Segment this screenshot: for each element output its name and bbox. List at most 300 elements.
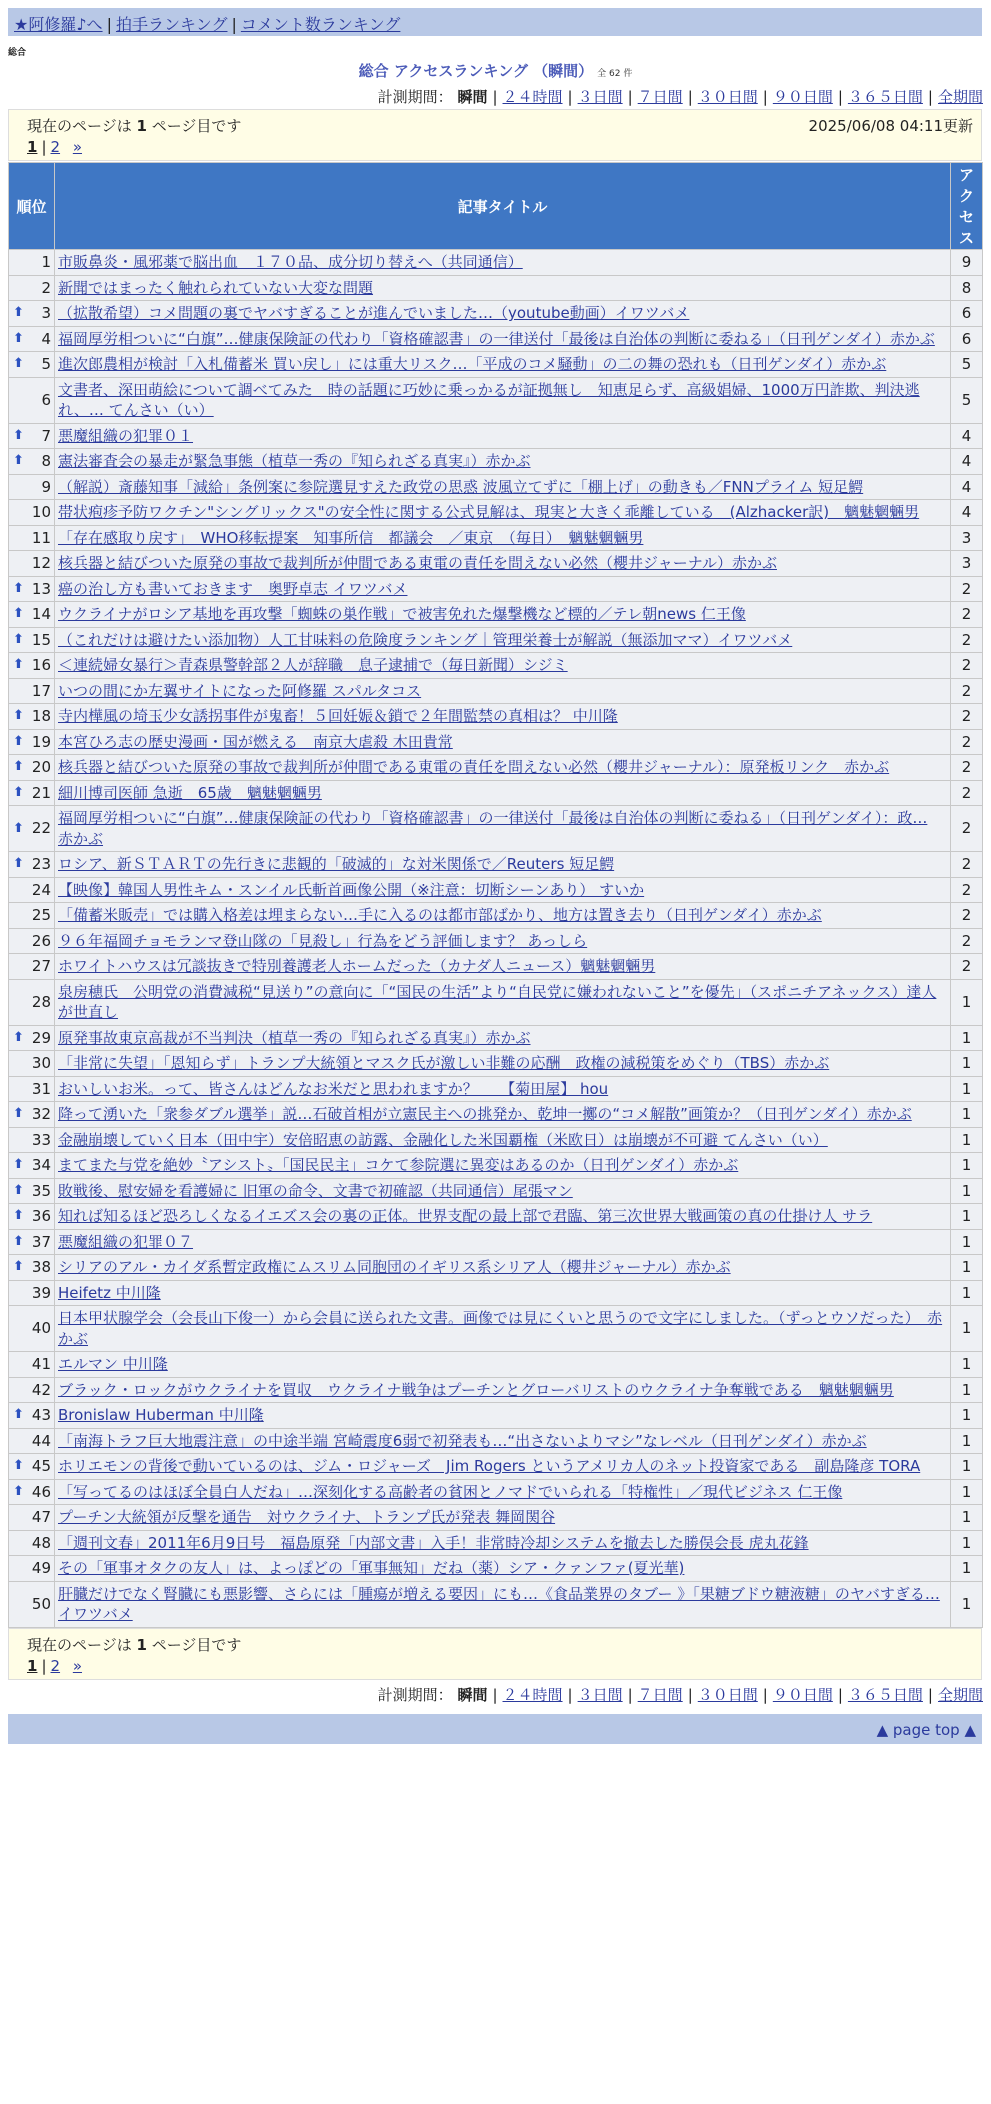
rank-number: 4 (41, 329, 51, 348)
article-title-link[interactable]: 日本甲状腺学会（会長山下俊一）から会員に送られた文書。画像では見にくいと思うので文字にしました。（ずっとウソだった） 赤かぶ (58, 1309, 943, 1348)
table-row (9, 1352, 983, 1378)
rank-number: 24 (31, 880, 51, 899)
title-cell (55, 1454, 951, 1480)
col-title-header: 記事タイトル (55, 163, 951, 250)
page-2-link[interactable]: 2 (50, 138, 61, 156)
title-cell (55, 1229, 951, 1255)
article-title-link[interactable]: 「備蓄米販売」では購入格差は埋まらない…手に入るのは都市部ばかり、地方は置き去り（日刊ゲンダイ）赤かぶ (58, 906, 822, 924)
rank-up-arrow-icon: ⬆ (13, 1483, 24, 1499)
access-count: 1 (951, 1479, 983, 1505)
rank-cell (9, 525, 55, 551)
access-count: 2 (951, 602, 983, 628)
access-count: 1 (951, 979, 983, 1025)
rank-up-arrow-icon: ⬆ (13, 1259, 24, 1275)
top-nav-bar: ★阿修羅♪へ | 拍手ランキング | コメント数ランキング (8, 8, 982, 36)
rank-up-arrow-icon: ⬆ (13, 1407, 24, 1423)
period-24h-link[interactable]: ２４時間 (502, 1686, 563, 1704)
access-count: 1 (951, 1229, 983, 1255)
table-row (9, 729, 983, 755)
rank-cell (9, 1479, 55, 1505)
title-cell (55, 729, 951, 755)
rank-up-arrow-icon: ⬆ (13, 784, 24, 800)
title-cell (55, 1153, 951, 1179)
period-90d-link[interactable]: ９０日間 (772, 88, 833, 106)
rank-number: 15 (31, 630, 51, 649)
rank-number: 11 (31, 528, 51, 547)
rank-cell (9, 928, 55, 954)
rank-number: 29 (31, 1028, 51, 1047)
article-title-link[interactable]: Bronislaw Huberman 中川隆 (58, 1406, 264, 1424)
table-row (9, 1377, 983, 1403)
col-rank-header: 順位 (9, 163, 55, 250)
article-title-link[interactable]: 福岡厚労相ついに“白旗”…健康保険証の代わり「資格確認書」の一律送付「最後は自治体の判断に委ねる」（日刊ゲンダイ）赤かぶ (58, 329, 935, 348)
rank-number: 7 (41, 426, 51, 445)
table-row (9, 1403, 983, 1429)
rank-number: 12 (31, 554, 51, 572)
title-cell (55, 1051, 951, 1077)
page-top-link[interactable]: ▲ page top ▲ (876, 1721, 976, 1739)
access-count: 1 (951, 1076, 983, 1102)
table-row (9, 928, 983, 954)
access-count: 1 (951, 1403, 983, 1429)
article-title-link[interactable]: ９６年福岡チョモランマ登山隊の「見殺し」行為をどう評価します？ あっしら (58, 931, 588, 950)
access-count: 1 (951, 1153, 983, 1179)
access-count: 2 (951, 780, 983, 806)
table-row (9, 301, 983, 327)
article-title-link[interactable]: 「存在感取り戻す」 WHO移転提案 知事所信 都議会 ／東京 （毎日） 魑魅魍魎男 (58, 528, 644, 547)
article-title-link[interactable]: その「軍事オタクの友人」は、よっぽどの「軍事無知」だね（薬）シア・クァンファ(夏光華) (58, 1559, 685, 1577)
article-title-link[interactable]: 寺内樺風の埼玉少女誘拐事件が鬼畜！５回妊娠＆鎖で２年間監禁の真相は？ 中川隆 (58, 707, 618, 725)
rank-cell (9, 653, 55, 679)
article-title-link[interactable]: 福岡厚労相ついに“白旗”…健康保険証の代わり「資格確認書」の一律送付「最後は自治体の判断に委ねる」（日刊ゲンダイ）：政… 赤かぶ (58, 809, 928, 848)
access-count: 2 (951, 903, 983, 929)
rank-cell (9, 474, 55, 500)
table-row (9, 352, 983, 378)
rank-cell (9, 1229, 55, 1255)
rank-cell (9, 1153, 55, 1179)
pager-bottom (8, 1628, 982, 1680)
article-title-link[interactable]: 新聞ではまったく触れられていない大変な問題 (58, 278, 374, 297)
table-row (9, 326, 983, 352)
rank-number: 38 (31, 1258, 51, 1276)
table-row (9, 852, 983, 878)
rank-number: 49 (31, 1559, 51, 1577)
rank-cell (9, 326, 55, 352)
title-cell (55, 423, 951, 449)
article-title-link[interactable]: 市販鼻炎・風邪薬で脳出血 １７０品、成分切り替えへ（共同通信） (58, 253, 523, 271)
comment-ranking-link[interactable]: コメント数ランキング (240, 15, 401, 34)
rank-cell (9, 449, 55, 475)
title-cell (55, 928, 951, 954)
page-title (0, 60, 991, 81)
title-cell (55, 1204, 951, 1230)
article-title-link[interactable]: プーチン大統領が反撃を通告 対ウクライナ、トランプ氏が発表 舞岡関谷 (58, 1508, 556, 1526)
ranking-title: 総合 アクセスランキング （瞬間） (358, 62, 594, 80)
article-title-link[interactable]: いつの間にか左翼サイトになった阿修羅 スパルタコス (58, 681, 422, 700)
table-row (9, 525, 983, 551)
clap-ranking-link[interactable]: 拍手ランキング (115, 15, 228, 34)
title-cell (55, 1255, 951, 1281)
rank-number: 9 (41, 477, 51, 496)
article-title-link[interactable]: 細川博司医師 急逝 65歳 魑魅魍魎男 (58, 783, 322, 802)
table-row (9, 1306, 983, 1352)
table-row (9, 877, 983, 903)
table-row (9, 1127, 983, 1153)
table-row (9, 474, 983, 500)
rank-cell (9, 729, 55, 755)
article-title-link[interactable]: 「週刊文春」2011年6月9日号 福島原発「内部文書」入手！非常時冷却システムを撤去した勝俣会長 虎丸花鋒 (58, 1533, 809, 1552)
access-count: 1 (951, 1204, 983, 1230)
rank-cell (9, 1306, 55, 1352)
table-row (9, 678, 983, 704)
rank-cell (9, 250, 55, 276)
article-title-link[interactable]: 「南海トラフ巨大地震注意」の中途半端 宮崎震度6弱で初発表も…“出さないよりマシ”なレベル（日刊ゲンダイ）赤かぶ (58, 1431, 867, 1450)
period-365d-link[interactable]: ３６５日間 (847, 88, 923, 106)
period-30d-link[interactable]: ３０日間 (697, 88, 758, 106)
rank-cell (9, 1025, 55, 1051)
rank-number: 32 (31, 1105, 51, 1123)
rank-number: 46 (31, 1482, 51, 1501)
rank-up-arrow-icon: ⬆ (13, 1182, 24, 1198)
article-title-link[interactable]: 金融崩壊していく日本（田中宇）安倍昭恵の訪露、金融化した米国覇権（米欧日）は崩壊が不可避 てんさい（い） (58, 1130, 828, 1149)
rank-cell (9, 1581, 55, 1627)
rank-number: 30 (31, 1054, 51, 1072)
title-cell (55, 1403, 951, 1429)
title-cell (55, 449, 951, 475)
title-cell (55, 326, 951, 352)
rank-number: 21 (31, 783, 51, 802)
title-cell (55, 275, 951, 301)
next-page-link[interactable]: » (72, 1657, 83, 1675)
article-title-link[interactable]: 本宮ひろ志の歴史漫画・国が燃える 南京大虐殺 木田貴常 (58, 732, 453, 751)
table-row (9, 1479, 983, 1505)
rank-number: 31 (31, 1079, 51, 1098)
rank-cell (9, 500, 55, 526)
table-header-row (9, 163, 983, 250)
pager-top (8, 109, 982, 161)
table-row (9, 1530, 983, 1556)
article-title-link[interactable]: ホリエモンの背後で動いているのは、ジム・ロジャーズ Jim Rogers というアメリカ人のネット投資家である 副島隆彦 TORA (58, 1457, 921, 1475)
rank-number: 35 (31, 1181, 51, 1200)
rank-up-arrow-icon: ⬆ (13, 1106, 24, 1122)
next-page-link[interactable]: » (72, 138, 83, 156)
period-3d-link[interactable]: ３日間 (577, 88, 623, 106)
access-count: 4 (951, 500, 983, 526)
rank-up-arrow-icon: ⬆ (13, 330, 24, 346)
article-title-link[interactable]: 知れば知るほど恐ろしくなるイエズス会の裏の正体。世界支配の最上部で君臨、第三次世界大戦画策の真の仕掛け人 サラ (58, 1207, 873, 1225)
access-count: 4 (951, 474, 983, 500)
table-row (9, 1556, 983, 1582)
table-row (9, 806, 983, 852)
rank-cell (9, 352, 55, 378)
article-title-link[interactable]: ホワイトハウスは冗談抜きで特別養護老人ホームだった（カナダ人ニュース）魑魅魍魎男 (58, 957, 656, 975)
access-count: 1 (951, 1454, 983, 1480)
rank-up-arrow-icon: ⬆ (13, 427, 24, 443)
period-selector-bottom: 計測期間： 瞬間 | ２４時間 | ３日間 | ７日間 | ３０日間 | ９０日間 | ３６５日間 | 全期間 (377, 1686, 983, 1704)
rank-cell (9, 1051, 55, 1077)
rank-number: 19 (31, 732, 51, 751)
rank-cell (9, 1556, 55, 1582)
rank-cell (9, 903, 55, 929)
article-title-link[interactable]: （解説）斎藤知事「減給」条例案に参院選見すえた政党の思惑 波風立てずに「棚上げ」の動きも／FNNプライム 短足鰐 (58, 477, 864, 496)
rank-number: 44 (31, 1431, 51, 1450)
rank-cell (9, 602, 55, 628)
title-cell (55, 1306, 951, 1352)
article-title-link[interactable]: ウクライナがロシア基地を再攻撃「蜘蛛の巣作戦」で被害免れた爆撃機など標的／テレ朝news 仁王像 (58, 605, 746, 623)
article-title-link[interactable]: 肝臓だけでなく腎臓にも悪影響、さらには「腫瘍が増える要因」にも…《食品業界のタブー 》「果糖ブドウ糖液糖」のヤバすぎる… イワツバメ (58, 1584, 940, 1623)
article-title-link[interactable]: 「写ってるのはほぼ全員白人だね」…深刻化する高齢者の貧困とノマドでいられる「特権性」／現代ビジネス 仁王像 (58, 1482, 843, 1501)
access-count: 1 (951, 1352, 983, 1378)
access-count: 2 (951, 928, 983, 954)
category-label: 総合 (8, 48, 27, 58)
rank-cell (9, 954, 55, 980)
table-row (9, 627, 983, 653)
rank-up-arrow-icon: ⬆ (13, 606, 24, 622)
access-count: 1 (951, 1428, 983, 1454)
page-info: 現在のページは 1 ページ目です (27, 117, 242, 135)
article-title-link[interactable]: 核兵器と結びついた原発の事故で裁判所が仲間である東電の責任を問えない必然（櫻井ジャーナル）：原発板リンク 赤かぶ (58, 758, 890, 776)
article-title-link[interactable]: 「非常に失望」「恩知らず」トランプ大統領とマスク氏が激しい非難の応酬 政権の減税策をめぐり（TBS）赤かぶ (58, 1054, 830, 1072)
title-cell (55, 1102, 951, 1128)
period-all-link[interactable]: 全期間 (937, 88, 983, 106)
table-row (9, 250, 983, 276)
article-title-link[interactable]: おいしいお米。って、皆さんはどんなお米だと思われますか？ 【菊田屋】 hou (58, 1079, 609, 1098)
total-count: 全 62 件 (597, 69, 633, 79)
rank-cell (9, 1178, 55, 1204)
table-row (9, 1178, 983, 1204)
title-cell (55, 1127, 951, 1153)
title-cell (55, 576, 951, 602)
table-row (9, 1025, 983, 1051)
rank-number: 14 (31, 605, 51, 623)
article-title-link[interactable]: エルマン 中川隆 (58, 1355, 168, 1373)
article-title-link[interactable]: 進次郎農相が検討「入札備蓄米 買い戻し」には重大リスク…「平成のコメ騒動」の二の舞の恐れも（日刊ゲンダイ）赤かぶ (58, 355, 887, 373)
access-count: 1 (951, 1102, 983, 1128)
period-90d-link[interactable]: ９０日間 (772, 1686, 833, 1704)
period-3d-link[interactable]: ３日間 (577, 1686, 623, 1704)
table-row (9, 1076, 983, 1102)
article-title-link[interactable]: （拡散希望）コメ問題の裏でヤバすぎることが進んでいました…（youtube動画）イワツバメ (58, 304, 690, 322)
period-7d-link[interactable]: ７日間 (637, 1686, 683, 1704)
article-title-link[interactable]: 文書者、深田萌絵について調べてみた 時の話題に巧妙に乗っかるが証拠無し 知恵足らず、高級娼婦、1000万円詐欺、判決逃れ、… てんさい（い） (58, 380, 920, 419)
page-info: 現在のページは 1 ページ目です (27, 1636, 242, 1654)
title-cell (55, 1479, 951, 1505)
title-cell (55, 1352, 951, 1378)
title-cell (55, 954, 951, 980)
rank-number: 48 (31, 1533, 51, 1552)
article-title-link[interactable]: 敗戦後、慰安婦を看護婦に 旧軍の命令、文書で初確認（共同通信）尾張マン (58, 1181, 573, 1200)
title-cell (55, 755, 951, 781)
access-count: 1 (951, 1530, 983, 1556)
rank-number: 10 (31, 503, 51, 521)
article-title-link[interactable]: 癌の治し方も書いておきます 奥野卓志 イワツバメ (58, 579, 408, 598)
access-count: 4 (951, 423, 983, 449)
rank-cell (9, 301, 55, 327)
article-title-link[interactable]: シリアのアル・カイダ系暫定政権にムスリム同胞団のイギリス系シリア人（櫻井ジャーナル）赤かぶ (58, 1258, 731, 1276)
rank-cell (9, 1403, 55, 1429)
rank-cell (9, 1505, 55, 1531)
rank-number: 41 (31, 1355, 51, 1373)
article-title-link[interactable]: （これだけは避けたい添加物）人工甘味料の危険度ランキング｜管理栄養士が解説（無添加ママ）イワツバメ (58, 630, 793, 649)
period-7d-link[interactable]: ７日間 (637, 88, 683, 106)
period-365d-link[interactable]: ３６５日間 (847, 1686, 923, 1704)
table-row (9, 377, 983, 423)
title-cell (55, 1280, 951, 1306)
footer-bar (8, 1714, 982, 1744)
access-count: 1 (951, 1505, 983, 1531)
article-title-link[interactable]: 【映像】韓国人男性キム・スンイル氏斬首画像公開（※注意：切断シーンあり） すいか (58, 880, 645, 899)
table-row (9, 954, 983, 980)
table-row (9, 1428, 983, 1454)
table-row (9, 1505, 983, 1531)
article-title-link[interactable]: Heifetz 中川隆 (58, 1283, 161, 1302)
rank-number: 27 (31, 957, 51, 975)
title-cell (55, 903, 951, 929)
access-count: 2 (951, 576, 983, 602)
title-cell (55, 780, 951, 806)
article-title-link[interactable]: ロシア、新ＳＴＡＲＴの先行きに悲観的「破滅的」な対米関係で／Reuters 短足鰐 (58, 855, 615, 873)
rank-cell (9, 1377, 55, 1403)
rank-number: 28 (31, 992, 51, 1011)
rank-number: 43 (31, 1406, 51, 1424)
access-count: 2 (951, 877, 983, 903)
rank-number: 34 (31, 1156, 51, 1174)
title-cell (55, 852, 951, 878)
rank-up-arrow-icon: ⬆ (13, 657, 24, 673)
title-cell (55, 1530, 951, 1556)
table-row (9, 551, 983, 577)
article-title-link[interactable]: 帯状疱疹予防ワクチン"シングリックス"の安全性に関する公式見解は、現実と大きく乖離している (Alzhacker訳) 魑魅魍魎男 (58, 503, 920, 521)
table-row (9, 1229, 983, 1255)
rank-number: 20 (31, 758, 51, 776)
rank-number: 36 (31, 1207, 51, 1225)
rank-cell (9, 1428, 55, 1454)
rank-up-arrow-icon: ⬆ (13, 1029, 24, 1045)
rank-number: 3 (41, 304, 51, 322)
period-30d-link[interactable]: ３０日間 (697, 1686, 758, 1704)
period-24h-link[interactable]: ２４時間 (502, 88, 563, 106)
home-link[interactable]: ★阿修羅♪へ (14, 15, 103, 34)
rank-number: 16 (31, 656, 51, 674)
article-title-link[interactable]: ブラック・ロックがウクライナを買収 ウクライナ戦争はプーチンとグローバリストのウクライナ争奪戦である 魑魅魍魎男 (58, 1380, 894, 1399)
access-count: 4 (951, 449, 983, 475)
period-current: 瞬間 (457, 1686, 488, 1704)
rank-cell (9, 627, 55, 653)
rank-number: 23 (31, 855, 51, 873)
rank-up-arrow-icon: ⬆ (13, 580, 24, 596)
title-cell (55, 877, 951, 903)
period-all-link[interactable]: 全期間 (937, 1686, 983, 1704)
title-cell (55, 704, 951, 730)
rank-up-arrow-icon: ⬆ (13, 631, 24, 647)
ranking-table (8, 162, 983, 1628)
table-row (9, 423, 983, 449)
article-title-link[interactable]: 悪魔組織の犯罪０１ (58, 426, 194, 445)
access-count: 1 (951, 1178, 983, 1204)
article-title-link[interactable]: ＜連続婦女暴行＞青森県警幹部２人が辞職 息子逮捕で（毎日新聞）シジミ (58, 656, 568, 674)
rank-number: 18 (31, 707, 51, 725)
rank-cell (9, 704, 55, 730)
article-title-link[interactable]: 核兵器と結びついた原発の事故で裁判所が仲間である東電の責任を問えない必然（櫻井ジャーナル）赤かぶ (58, 554, 777, 572)
rank-cell (9, 551, 55, 577)
table-row (9, 1581, 983, 1627)
article-title-link[interactable]: 降って湧いた「衆参ダブル選挙」説…石破首相が立憲民主への挑発か、乾坤一擲の“コメ解散”画策か？（日刊ゲンダイ）赤かぶ (58, 1105, 912, 1123)
title-cell (55, 250, 951, 276)
article-title-link[interactable]: 憲法審査会の暴走が緊急事態（植草一秀の『知られざる真実』）赤かぶ (58, 452, 531, 470)
rank-up-arrow-icon: ⬆ (13, 453, 24, 469)
article-title-link[interactable]: 悪魔組織の犯罪０７ (58, 1232, 194, 1251)
rank-up-arrow-icon: ⬆ (13, 1233, 24, 1249)
rank-number: 50 (31, 1594, 51, 1613)
rank-up-arrow-icon: ⬆ (13, 1208, 24, 1224)
table-row (9, 1051, 983, 1077)
rank-cell (9, 423, 55, 449)
access-count: 9 (951, 250, 983, 276)
rank-cell (9, 877, 55, 903)
rank-cell (9, 1454, 55, 1480)
rank-cell (9, 1102, 55, 1128)
title-cell (55, 1505, 951, 1531)
title-cell (55, 806, 951, 852)
access-count: 3 (951, 551, 983, 577)
title-cell (55, 627, 951, 653)
rank-up-arrow-icon: ⬆ (13, 305, 24, 321)
period-current: 瞬間 (457, 88, 488, 106)
rank-cell (9, 979, 55, 1025)
table-row (9, 755, 983, 781)
table-row (9, 1454, 983, 1480)
rank-up-arrow-icon: ⬆ (13, 759, 24, 775)
rank-number: 42 (31, 1380, 51, 1399)
rank-cell (9, 275, 55, 301)
rank-cell (9, 1530, 55, 1556)
access-count: 8 (951, 275, 983, 301)
article-title-link[interactable]: 原発事故東京高裁が不当判決（植草一秀の『知られざる真実』）赤かぶ (58, 1028, 531, 1047)
col-access-header: アクセス (951, 163, 983, 250)
title-cell (55, 1428, 951, 1454)
current-page: 1 (27, 138, 38, 156)
title-cell (55, 1581, 951, 1627)
title-cell (55, 1076, 951, 1102)
rank-number: 17 (31, 681, 51, 700)
title-cell (55, 1025, 951, 1051)
rank-cell (9, 852, 55, 878)
access-count: 1 (951, 1051, 983, 1077)
page-2-link[interactable]: 2 (50, 1657, 61, 1675)
current-page: 1 (27, 1657, 38, 1675)
rank-up-arrow-icon: ⬆ (13, 356, 24, 372)
title-cell (55, 1556, 951, 1582)
rank-number: 2 (41, 278, 51, 297)
access-count: 1 (951, 1025, 983, 1051)
access-count: 1 (951, 1306, 983, 1352)
rank-number: 26 (31, 931, 51, 950)
page-links: 1 | 2 » (27, 138, 83, 156)
access-count: 2 (951, 852, 983, 878)
access-count: 2 (951, 954, 983, 980)
access-count: 1 (951, 1127, 983, 1153)
rank-cell (9, 377, 55, 423)
title-cell (55, 678, 951, 704)
rank-cell (9, 678, 55, 704)
access-count: 6 (951, 301, 983, 327)
article-title-link[interactable]: 泉房穂氏 公明党の消費減税“見送り”の意向に「“国民の生活”より“自民党に嫌われないこと”を優先」（スポニチアネックス）達人が世直し (58, 982, 937, 1021)
table-row (9, 1204, 983, 1230)
article-title-link[interactable]: まてまた与党を絶妙〝アシスト〟「国民民主」コケて参院選に異変はあるのか（日刊ゲンダイ）赤かぶ (58, 1156, 739, 1174)
access-count: 1 (951, 1581, 983, 1627)
rank-cell (9, 1127, 55, 1153)
table-row (9, 780, 983, 806)
